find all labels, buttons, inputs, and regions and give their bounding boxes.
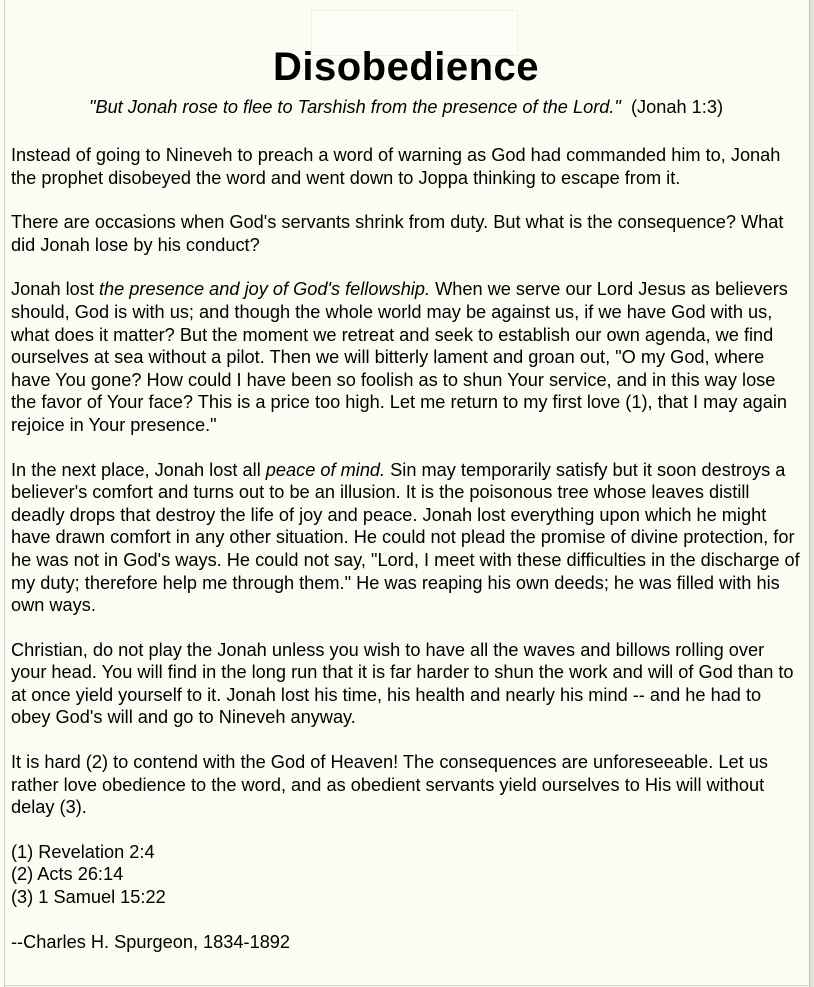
paragraph-2: [11, 211, 801, 256]
reference-list: [11, 841, 801, 909]
paragraph-3: [11, 278, 801, 436]
paragraph-text: Instead of going to Nineveh to preach a word of warning as God had commanded him to, Jonah the prophet disobeyed the word and went down to Joppa thinking to escape from it.: [11, 145, 781, 188]
page-frame-bottom: [4, 985, 810, 986]
reference-item: (3) 1 Samuel 15:22: [11, 887, 166, 908]
author-signature: --Charles H. Spurgeon, 1834-1892: [11, 931, 291, 952]
verse-line: [11, 96, 801, 118]
paragraph-6: [11, 751, 801, 819]
paragraph-emphasis: peace of mind.: [265, 459, 386, 480]
page-frame-right-line: [809, 0, 810, 987]
paragraph-text: Jonah lost: [11, 279, 99, 300]
paragraph-text: In the next place, Jonah lost all: [11, 459, 266, 480]
paragraph-text: There are occasions when God's servants shrink from duty. But what is the consequence? What did Jonah lose by his conduct?: [11, 212, 784, 255]
page-title: Disobedience: [272, 45, 540, 89]
paragraph-text: Christian, do not play the Jonah unless you wish to have all the waves and billows rolling over your head. You will find in the long run that it is far harder to shun the work and will of God than to at once yield yourself to it. Jonah lost his time, his health and nearly his mind -- and he had to obey God's will and go to Nineveh anyway.: [11, 639, 794, 728]
paragraph-emphasis: the presence and joy of God's fellowship.: [98, 279, 431, 300]
paragraph-4: [11, 459, 801, 617]
article: [11, 42, 801, 953]
reference-item: (1) Revelation 2:4: [11, 841, 155, 862]
paragraph-1: [11, 144, 801, 189]
reference-item: (2) Acts 26:14: [11, 864, 124, 885]
verse-reference: (Jonah 1:3): [631, 97, 724, 117]
paragraph-text: Sin may temporarily satisfy but it soon destroys a believer's comfort and turns out to be an illusion. It is the poisonous tree whose leaves distill deadly drops that destroy the life of joy and peace. Jonah lost everything upon which he might have drawn comfort in any other situation. He could not plead the promise of divine protection, for he was not in God's ways. He could not say, "Lord, I meet with these difficulties in the discharge of my duty; therefore help me through them." He was reaping his own deeds; he was filled with his own ways.: [11, 459, 800, 616]
paragraph-5: [11, 639, 801, 729]
page-frame-left: [4, 0, 5, 987]
verse-quote: "But Jonah rose to flee to Tarshish from the presence of the Lord.": [88, 97, 621, 117]
paragraph-text: When we serve our Lord Jesus as believers should, God is with us; and though the whole world may be against us, if we have God with us, what does it matter? But the moment we retreat and seek to establish our own agenda, we find ourselves at sea without a pilot. Then we will bitterly lament and groan out, "O my God, where have You gone? How could I have been so foolish as to shun Your service, and in this way lose the favor of Your face? This is a price too high. Let me return to my first love (1), that I may again rejoice in Your presence.": [11, 279, 788, 435]
paragraph-text: It is hard (2) to contend with the God of Heaven! The consequences are unforeseeable. Let us rather love obedience to the word, and as obedient servants yield ourselves to His will without delay (3).: [11, 752, 768, 818]
